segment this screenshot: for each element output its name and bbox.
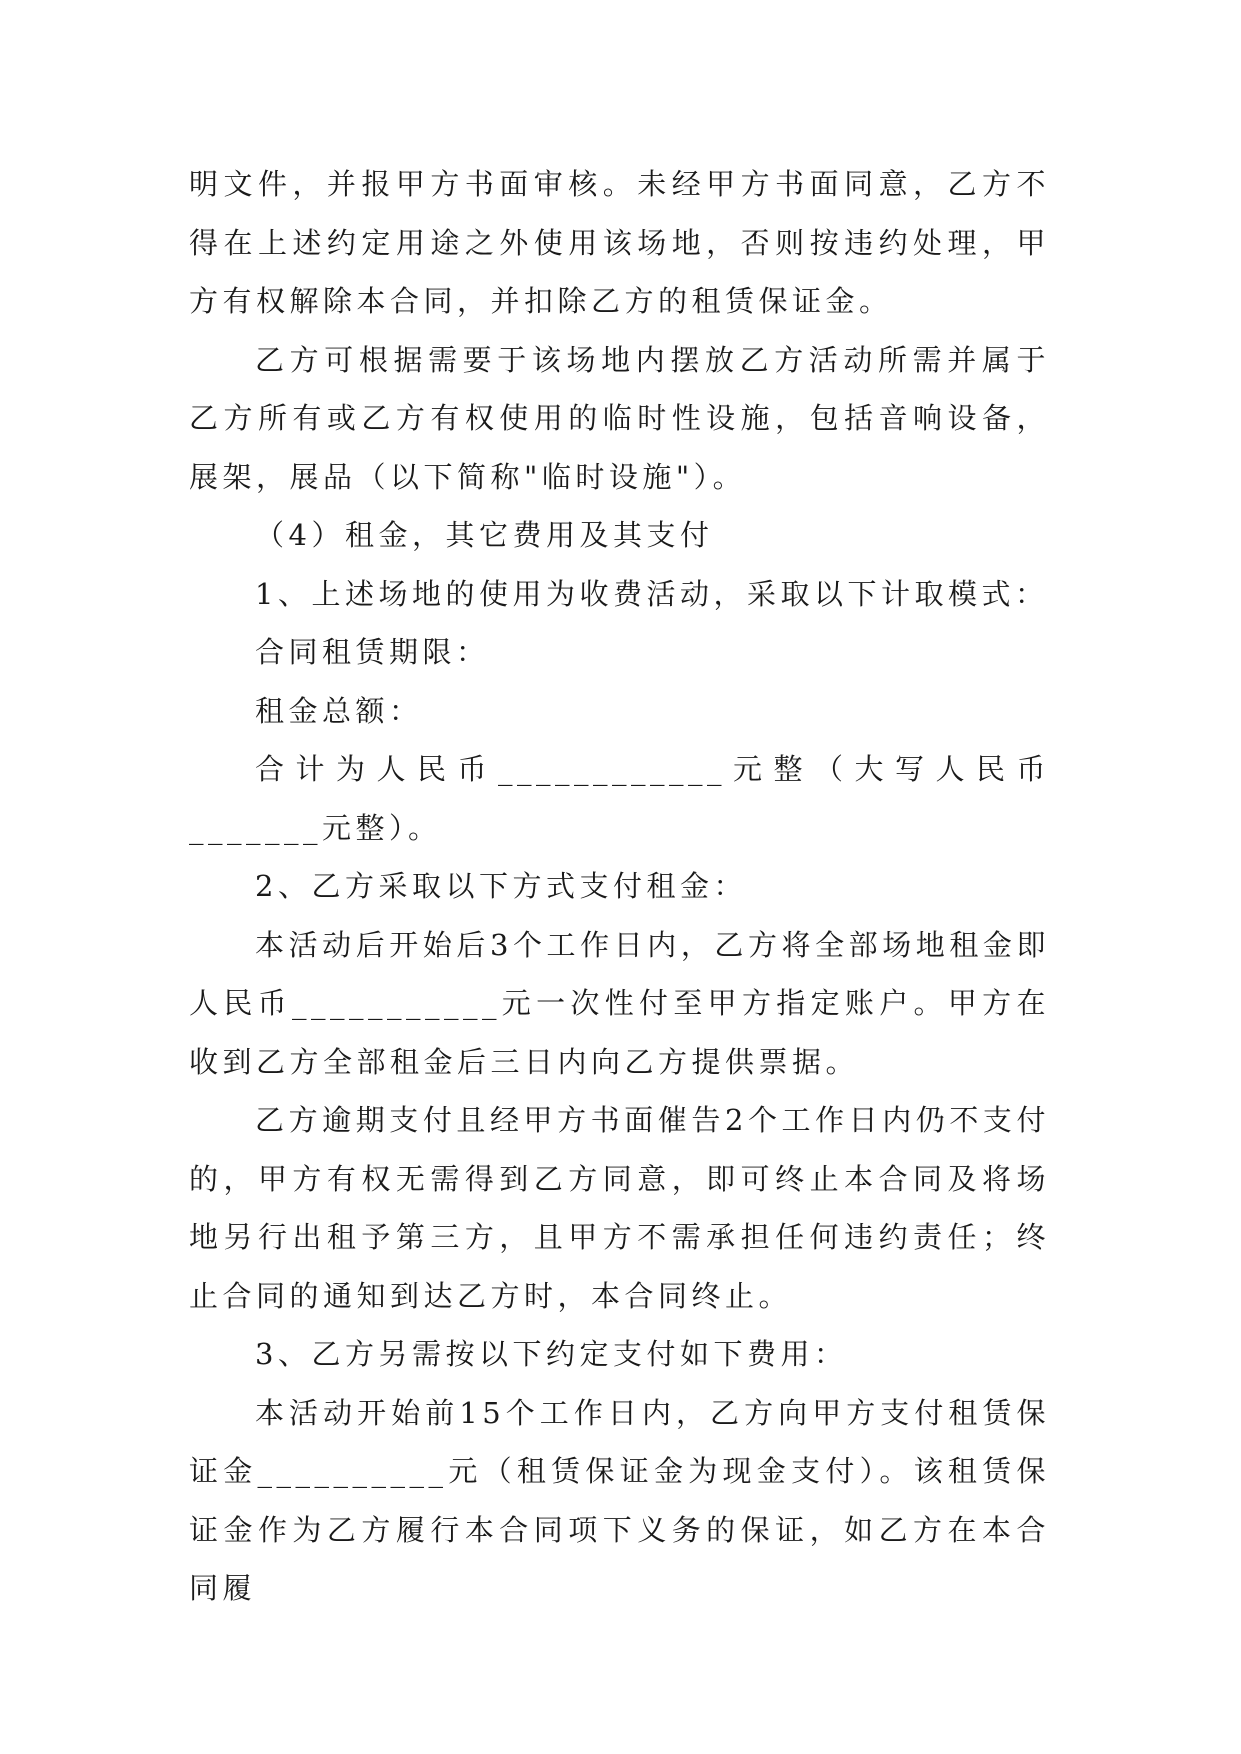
field-rent-total: 租金总额： [255, 693, 423, 728]
clause-3-additional-fees: 3、乙方另需按以下约定支付如下费用： [255, 1337, 848, 1371]
paragraph-usage-restriction: 明文件，并报甲方书面审核。未经甲方书面同意，乙方不得在上述约定用途之外使用该场地，否则按违约处理，甲方有权解除本合同，并扣除乙方的租赁保证金。 [189, 167, 1050, 318]
paragraph-late-payment: 乙方逾期支付且经甲方书面催告2个工作日内仍不支付的，甲方有权无需得到乙方同意，即可终止本合同及将场地另行出租予第三方，且甲方不需承担任何违约责任；终止合同的通知到达乙方时，本合同终止。 [189, 1103, 1050, 1313]
paragraph-deposit: 本活动开始前15个工作日内，乙方向甲方支付租赁保证金__________元（租赁保证金为现金支付）。该租赁保证金作为乙方履行本合同项下义务的保证，如乙方在本合同履 [189, 1395, 1050, 1605]
field-rent-amount-blank: 合计为人民币____________元整（大写人民币_______元整）。 [189, 752, 1050, 845]
clause-1-fee-mode: 1、上述场地的使用为收费活动，采取以下计取模式： [255, 576, 1049, 611]
contract-body-text [189, 155, 1050, 1618]
section-heading-rent: （4）租金，其它费用及其支付 [255, 518, 714, 552]
paragraph-temporary-facilities: 乙方可根据需要于该场地内摆放乙方活动所需并属于乙方所有或乙方有权使用的临时性设施，包括音响设备，展架，展品（以下简称"临时设施"）。 [189, 342, 1050, 494]
field-lease-term: 合同租赁期限： [255, 635, 490, 669]
clause-2-payment-method: 2、乙方采取以下方式支付租金： [255, 869, 747, 903]
paragraph-payment-schedule: 本活动后开始后3个工作日内，乙方将全部场地租金即人民币___________元一次性付至甲方指定账户。甲方在收到乙方全部租金后三日内向乙方提供票据。 [189, 927, 1050, 1079]
